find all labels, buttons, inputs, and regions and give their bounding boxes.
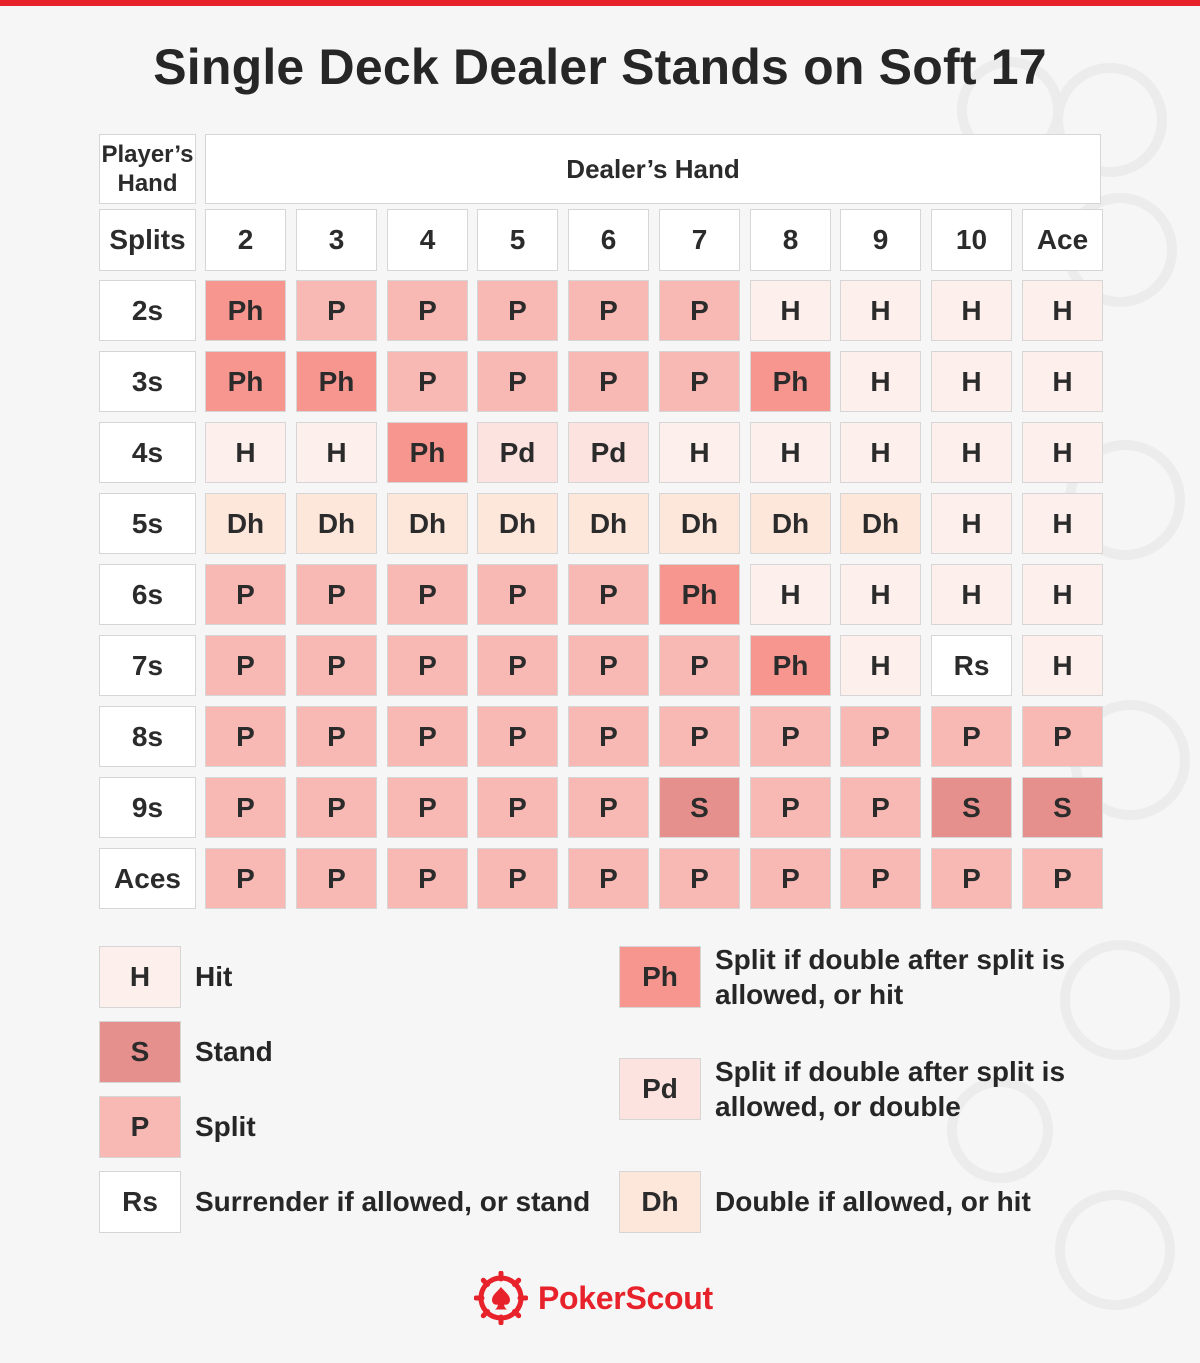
- action-cell: H: [296, 422, 377, 483]
- action-cell: P: [568, 777, 649, 838]
- action-cell: Dh: [659, 493, 740, 554]
- action-cell: H: [931, 422, 1012, 483]
- action-cell: Ph: [750, 351, 831, 412]
- player-pair-label: 3s: [99, 351, 196, 412]
- action-cell: P: [750, 777, 831, 838]
- action-cell: P: [205, 848, 286, 909]
- action-cell: H: [1022, 493, 1103, 554]
- action-cell: H: [840, 635, 921, 696]
- dealer-card-header: 4: [387, 209, 468, 271]
- action-cell: H: [840, 351, 921, 412]
- brand-logo: [474, 1270, 713, 1326]
- dealer-card-header: 10: [931, 209, 1012, 271]
- action-cell: Dh: [568, 493, 649, 554]
- action-cell: P: [477, 351, 558, 412]
- action-cell: P: [568, 635, 649, 696]
- legend-swatch: Ph: [619, 946, 701, 1008]
- action-cell: Rs: [931, 635, 1012, 696]
- legend-swatch: P: [99, 1096, 181, 1158]
- legend-label: Hit: [195, 961, 233, 992]
- action-cell: H: [205, 422, 286, 483]
- action-cell: H: [750, 564, 831, 625]
- action-cell: Dh: [296, 493, 377, 554]
- legend-label: Stand: [195, 1036, 273, 1067]
- splits-header: Splits: [99, 209, 196, 271]
- legend-swatch: Rs: [99, 1171, 181, 1233]
- action-cell: P: [1022, 706, 1103, 767]
- action-cell: Pd: [477, 422, 558, 483]
- brand-name: PokerScout: [538, 1279, 713, 1316]
- action-cell: P: [387, 635, 468, 696]
- action-cell: Ph: [205, 280, 286, 341]
- action-cell: P: [296, 280, 377, 341]
- player-pair-label: 8s: [99, 706, 196, 767]
- dealer-card-header: 5: [477, 209, 558, 271]
- action-cell: P: [477, 635, 558, 696]
- action-cell: H: [1022, 351, 1103, 412]
- action-cell: H: [840, 422, 921, 483]
- action-cell: P: [659, 351, 740, 412]
- action-cell: H: [1022, 564, 1103, 625]
- action-cell: P: [568, 280, 649, 341]
- action-cell: P: [750, 706, 831, 767]
- action-cell: P: [296, 564, 377, 625]
- action-cell: P: [387, 777, 468, 838]
- action-cell: Ph: [387, 422, 468, 483]
- action-cell: H: [931, 351, 1012, 412]
- action-cell: P: [477, 280, 558, 341]
- dealer-card-header: 9: [840, 209, 921, 271]
- action-cell: H: [750, 422, 831, 483]
- action-cell: S: [931, 777, 1012, 838]
- action-cell: P: [296, 635, 377, 696]
- legend-label: Split: [195, 1111, 256, 1142]
- action-cell: P: [659, 280, 740, 341]
- legend-swatch: S: [99, 1021, 181, 1083]
- action-cell: P: [659, 706, 740, 767]
- action-cell: H: [1022, 635, 1103, 696]
- action-cell: S: [659, 777, 740, 838]
- action-cell: Pd: [568, 422, 649, 483]
- action-cell: P: [568, 564, 649, 625]
- action-cell: H: [659, 422, 740, 483]
- player-pair-label: 5s: [99, 493, 196, 554]
- dealer-card-header: 7: [659, 209, 740, 271]
- action-cell: Ph: [659, 564, 740, 625]
- action-cell: P: [931, 706, 1012, 767]
- action-cell: Ph: [296, 351, 377, 412]
- action-cell: P: [477, 777, 558, 838]
- player-pair-label: Aces: [99, 848, 196, 909]
- action-cell: P: [750, 848, 831, 909]
- action-cell: H: [1022, 280, 1103, 341]
- player-pair-label: 6s: [99, 564, 196, 625]
- action-cell: H: [931, 280, 1012, 341]
- action-cell: P: [387, 564, 468, 625]
- dealer-card-header: 3: [296, 209, 377, 271]
- action-cell: P: [568, 848, 649, 909]
- action-cell: Ph: [750, 635, 831, 696]
- action-cell: H: [931, 564, 1012, 625]
- legend-label: Split if double after split is allowed, or double: [715, 1056, 1066, 1122]
- action-cell: P: [477, 564, 558, 625]
- action-cell: Dh: [477, 493, 558, 554]
- legend-swatch: H: [99, 946, 181, 1008]
- legend-label: Split if double after split is allowed, or hit: [715, 944, 1066, 1010]
- action-cell: P: [477, 848, 558, 909]
- page-title: Single Deck Dealer Stands on Soft 17: [153, 39, 1047, 95]
- action-cell: P: [387, 351, 468, 412]
- action-cell: P: [387, 848, 468, 909]
- dealer-card-header: 8: [750, 209, 831, 271]
- action-cell: H: [840, 280, 921, 341]
- action-cell: P: [387, 706, 468, 767]
- action-cell: P: [568, 351, 649, 412]
- action-cell: Dh: [387, 493, 468, 554]
- spade-chip-icon: [474, 1271, 528, 1325]
- action-cell: P: [205, 777, 286, 838]
- action-cell: H: [840, 564, 921, 625]
- action-cell: Ph: [205, 351, 286, 412]
- action-cell: S: [1022, 777, 1103, 838]
- action-cell: H: [750, 280, 831, 341]
- player-pair-label: 9s: [99, 777, 196, 838]
- dealer-card-header: 2: [205, 209, 286, 271]
- legend-label: Double if allowed, or hit: [715, 1186, 1031, 1217]
- dealer-card-header: 6: [568, 209, 649, 271]
- action-cell: H: [931, 493, 1012, 554]
- legend-swatch: Pd: [619, 1058, 701, 1120]
- action-cell: Dh: [750, 493, 831, 554]
- action-cell: P: [568, 706, 649, 767]
- action-cell: Dh: [205, 493, 286, 554]
- action-cell: P: [840, 777, 921, 838]
- top-accent-bar: [0, 0, 1200, 6]
- action-cell: P: [931, 848, 1012, 909]
- legend-swatch: Dh: [619, 1171, 701, 1233]
- player-pair-label: 2s: [99, 280, 196, 341]
- action-cell: P: [296, 706, 377, 767]
- action-cell: P: [840, 706, 921, 767]
- action-cell: Dh: [840, 493, 921, 554]
- player-hand-header: Player’s Hand: [99, 134, 196, 204]
- action-cell: P: [205, 635, 286, 696]
- player-pair-label: 7s: [99, 635, 196, 696]
- dealer-hand-header: Dealer’s Hand: [205, 134, 1101, 204]
- action-cell: P: [205, 706, 286, 767]
- dealer-card-header: Ace: [1022, 209, 1103, 271]
- player-pair-label: 4s: [99, 422, 196, 483]
- action-cell: P: [659, 635, 740, 696]
- action-cell: P: [1022, 848, 1103, 909]
- action-cell: P: [296, 777, 377, 838]
- action-cell: P: [205, 564, 286, 625]
- action-cell: P: [296, 848, 377, 909]
- action-cell: P: [387, 280, 468, 341]
- action-cell: H: [1022, 422, 1103, 483]
- action-cell: P: [659, 848, 740, 909]
- action-cell: P: [840, 848, 921, 909]
- action-cell: P: [477, 706, 558, 767]
- legend-label: Surrender if allowed, or stand: [195, 1186, 591, 1217]
